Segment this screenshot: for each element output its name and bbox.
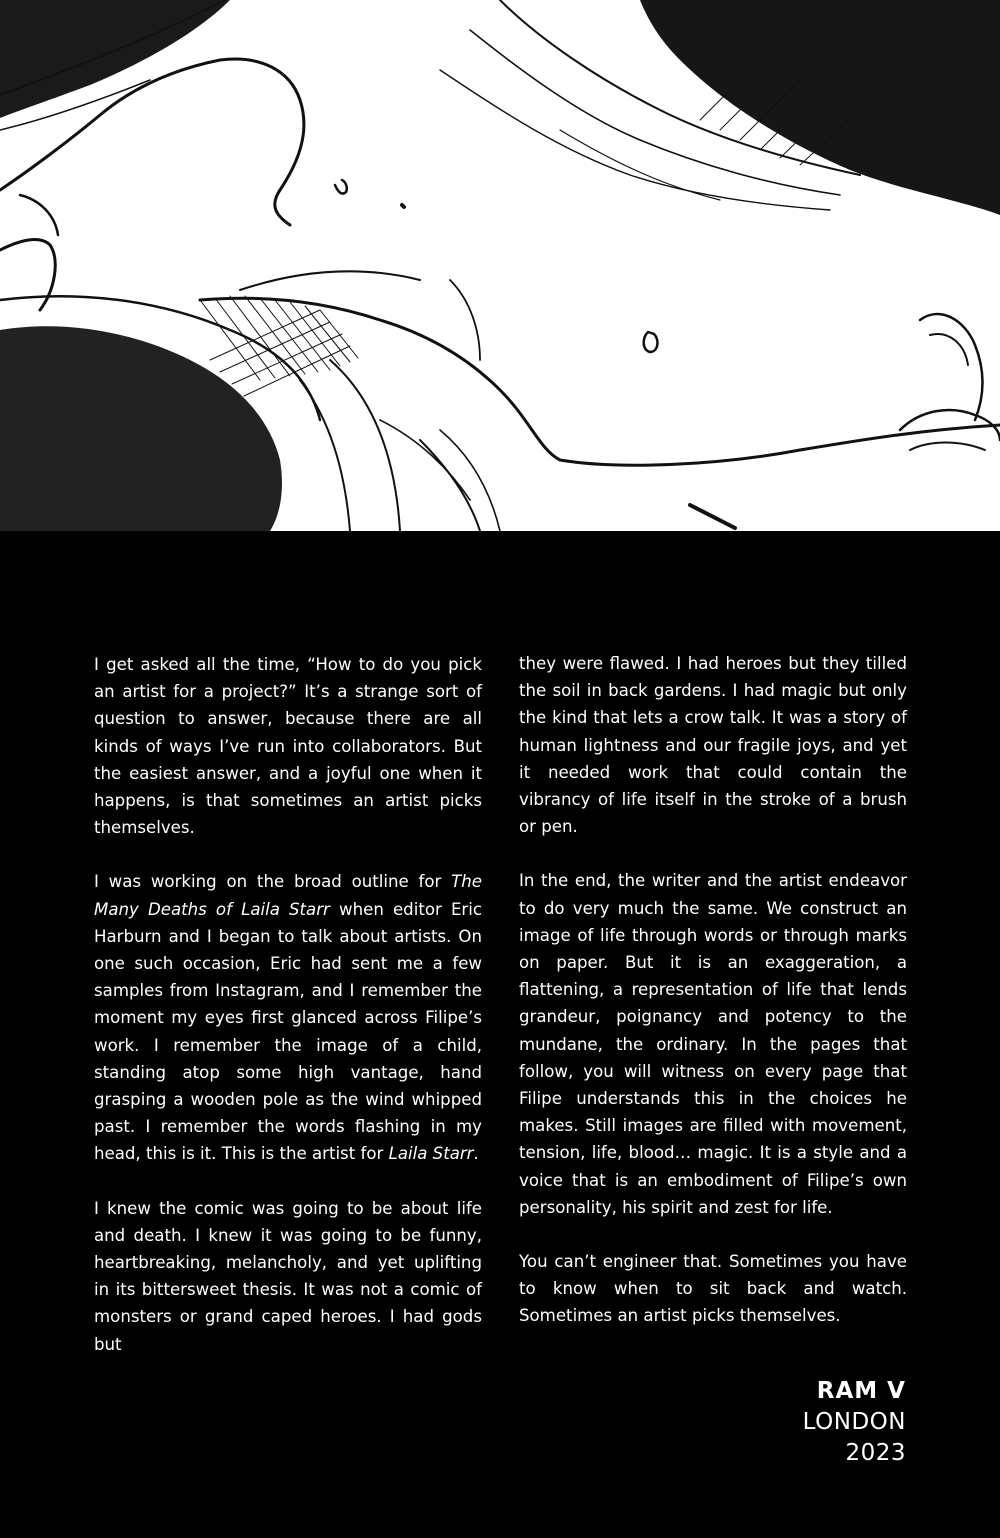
essay-paragraph: In the end, the writer and the artist endeavor to do very much the same. We construct an image of life through words or through marks on paper. But it is an exaggeration, a flattening, a representation of life that lends grandeur, poignancy and potency to the mundane, the ordinary. In the pages that follow, you will witness on every page that Filipe understands this in the choices he makes. Still images are filled with movement, tension, life, blood… magic. It is a style and a voice that is an embodiment of Filipe’s own personality, his spirit and zest for life. [519,871,907,1217]
essay-text: I was working on the broad outline for [94,872,452,892]
book-title: The Many Deaths of Laila Starr [94,872,482,919]
essay-text: when editor Eric Harburn and I began to talk about artists. On one such occasion, Eric had sent me a few samples from Instagram, and I remember the moment my eyes first glanced across Filipe’s work. I remember the image of a child, standing atop some high vantage, hand grasping a wooden pole as the wind whipped past. I remember the words flashing in my head, this is it. This is the artist for [94,899,482,1164]
author-year: 2023 [845,1440,906,1466]
author-signature [803,1376,906,1469]
essay-right-column [519,650,907,1330]
essay-paragraph [94,868,482,1167]
author-city: LONDON [802,1409,906,1435]
ink-illustration [0,0,1000,531]
author-name: RAM V [816,1378,906,1404]
essay-left-column [94,651,482,1358]
essay-paragraph: You can’t engineer that. Sometimes you have to know when to sit back and watch. Sometimes an artist picks themselves. [519,1252,907,1326]
ink-drawing-illustration [0,0,1000,531]
essay-paragraph: I get asked all the time, “How to do you pick an artist for a project?” It’s a strange sort of question to answer, because there are all kinds of ways I’ve run into collaborators. But the easiest answer, and a joyful one when it happens, is that sometimes an artist picks themselves. [94,655,482,838]
essay-text: . [473,1144,479,1164]
essay-section [0,531,1000,1538]
book-title-short: Laila Starr [388,1144,474,1164]
essay-paragraph: they were flawed. I had heroes but they tilled the soil in back gardens. I had magic but only the kind that lets a crow talk. It was a story of human lightness and our fragile joys, and yet it needed work that could contain the vibrancy of life itself in the stroke of a brush or pen. [519,654,907,837]
essay-paragraph: I knew the comic was going to be about life and death. I knew it was going to be funny, heartbreaking, melancholy, and yet uplifting in its bittersweet thesis. It was not a comic of monsters or grand caped heroes. I had gods but [94,1198,482,1354]
